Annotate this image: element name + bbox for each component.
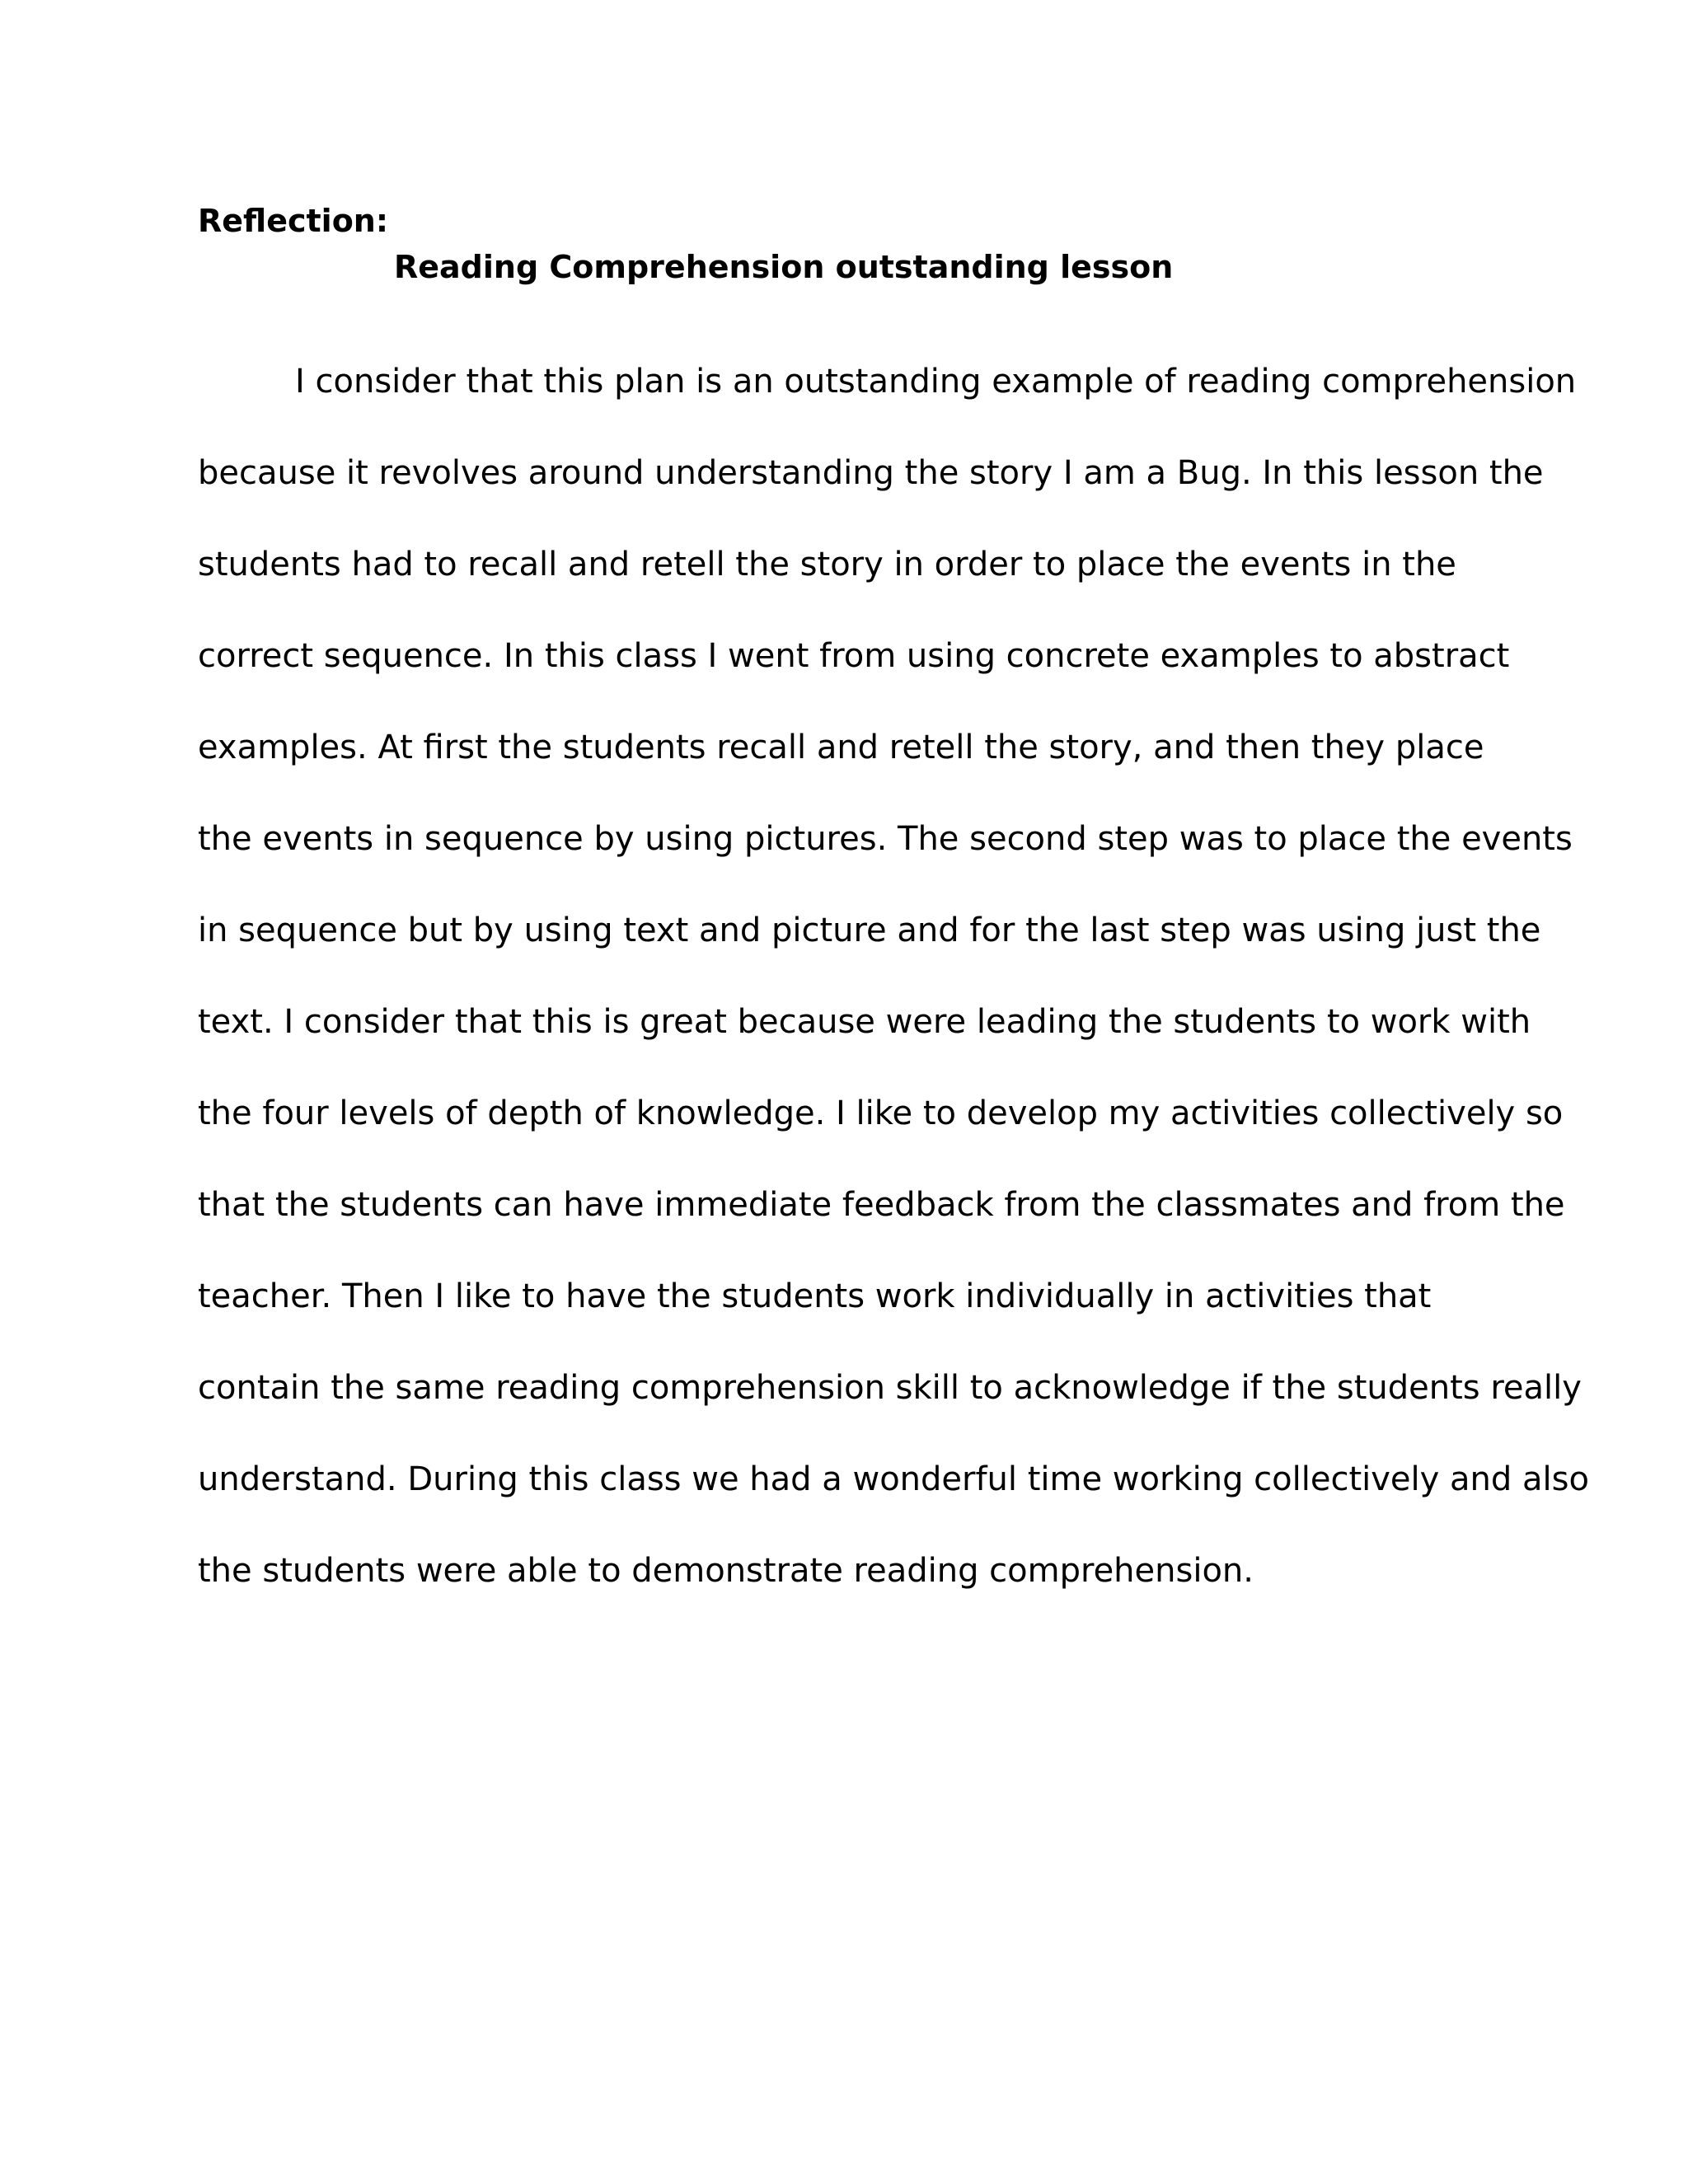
paragraph-line: the students were able to demonstrate reading comprehension. [198,1552,1254,1590]
reflection-paragraph [198,336,1589,1617]
paragraph-line: in sequence but by using text and picture and for the last step was using just the [198,912,1541,949]
document-title: Reading Comprehension outstanding lesson [394,249,1174,285]
paragraph-line: contain the same reading comprehension skill to acknowledge if the students really [198,1369,1582,1407]
paragraph-line: I consider that this plan is an outstanding example of reading comprehension [295,363,1577,401]
paragraph-line: examples. At first the students recall and retell the story, and then they place [198,729,1484,766]
paragraph-line: text. I consider that this is great because were leading the students to work with [198,1003,1531,1041]
paragraph-line: that the students can have immediate feedback from the classmates and from the [198,1186,1565,1224]
paragraph-line: understand. During this class we had a wonderful time working collectively and also [198,1460,1589,1498]
paragraph-line: correct sequence. In this class I went from using concrete examples to abstract [198,637,1510,675]
paragraph-line: because it revolves around understanding the story I am a Bug. In this lesson the [198,454,1544,492]
paragraph-line: the events in sequence by using pictures. The second step was to place the events [198,820,1573,858]
reflection-label: Reflection: [198,203,389,239]
paragraph-line: teacher. Then I like to have the students work individually in activities that [198,1277,1432,1315]
paragraph-line: students had to recall and retell the story in order to place the events in the [198,546,1456,583]
paragraph-line: the four levels of depth of knowledge. I like to develop my activities collectively so [198,1094,1564,1132]
